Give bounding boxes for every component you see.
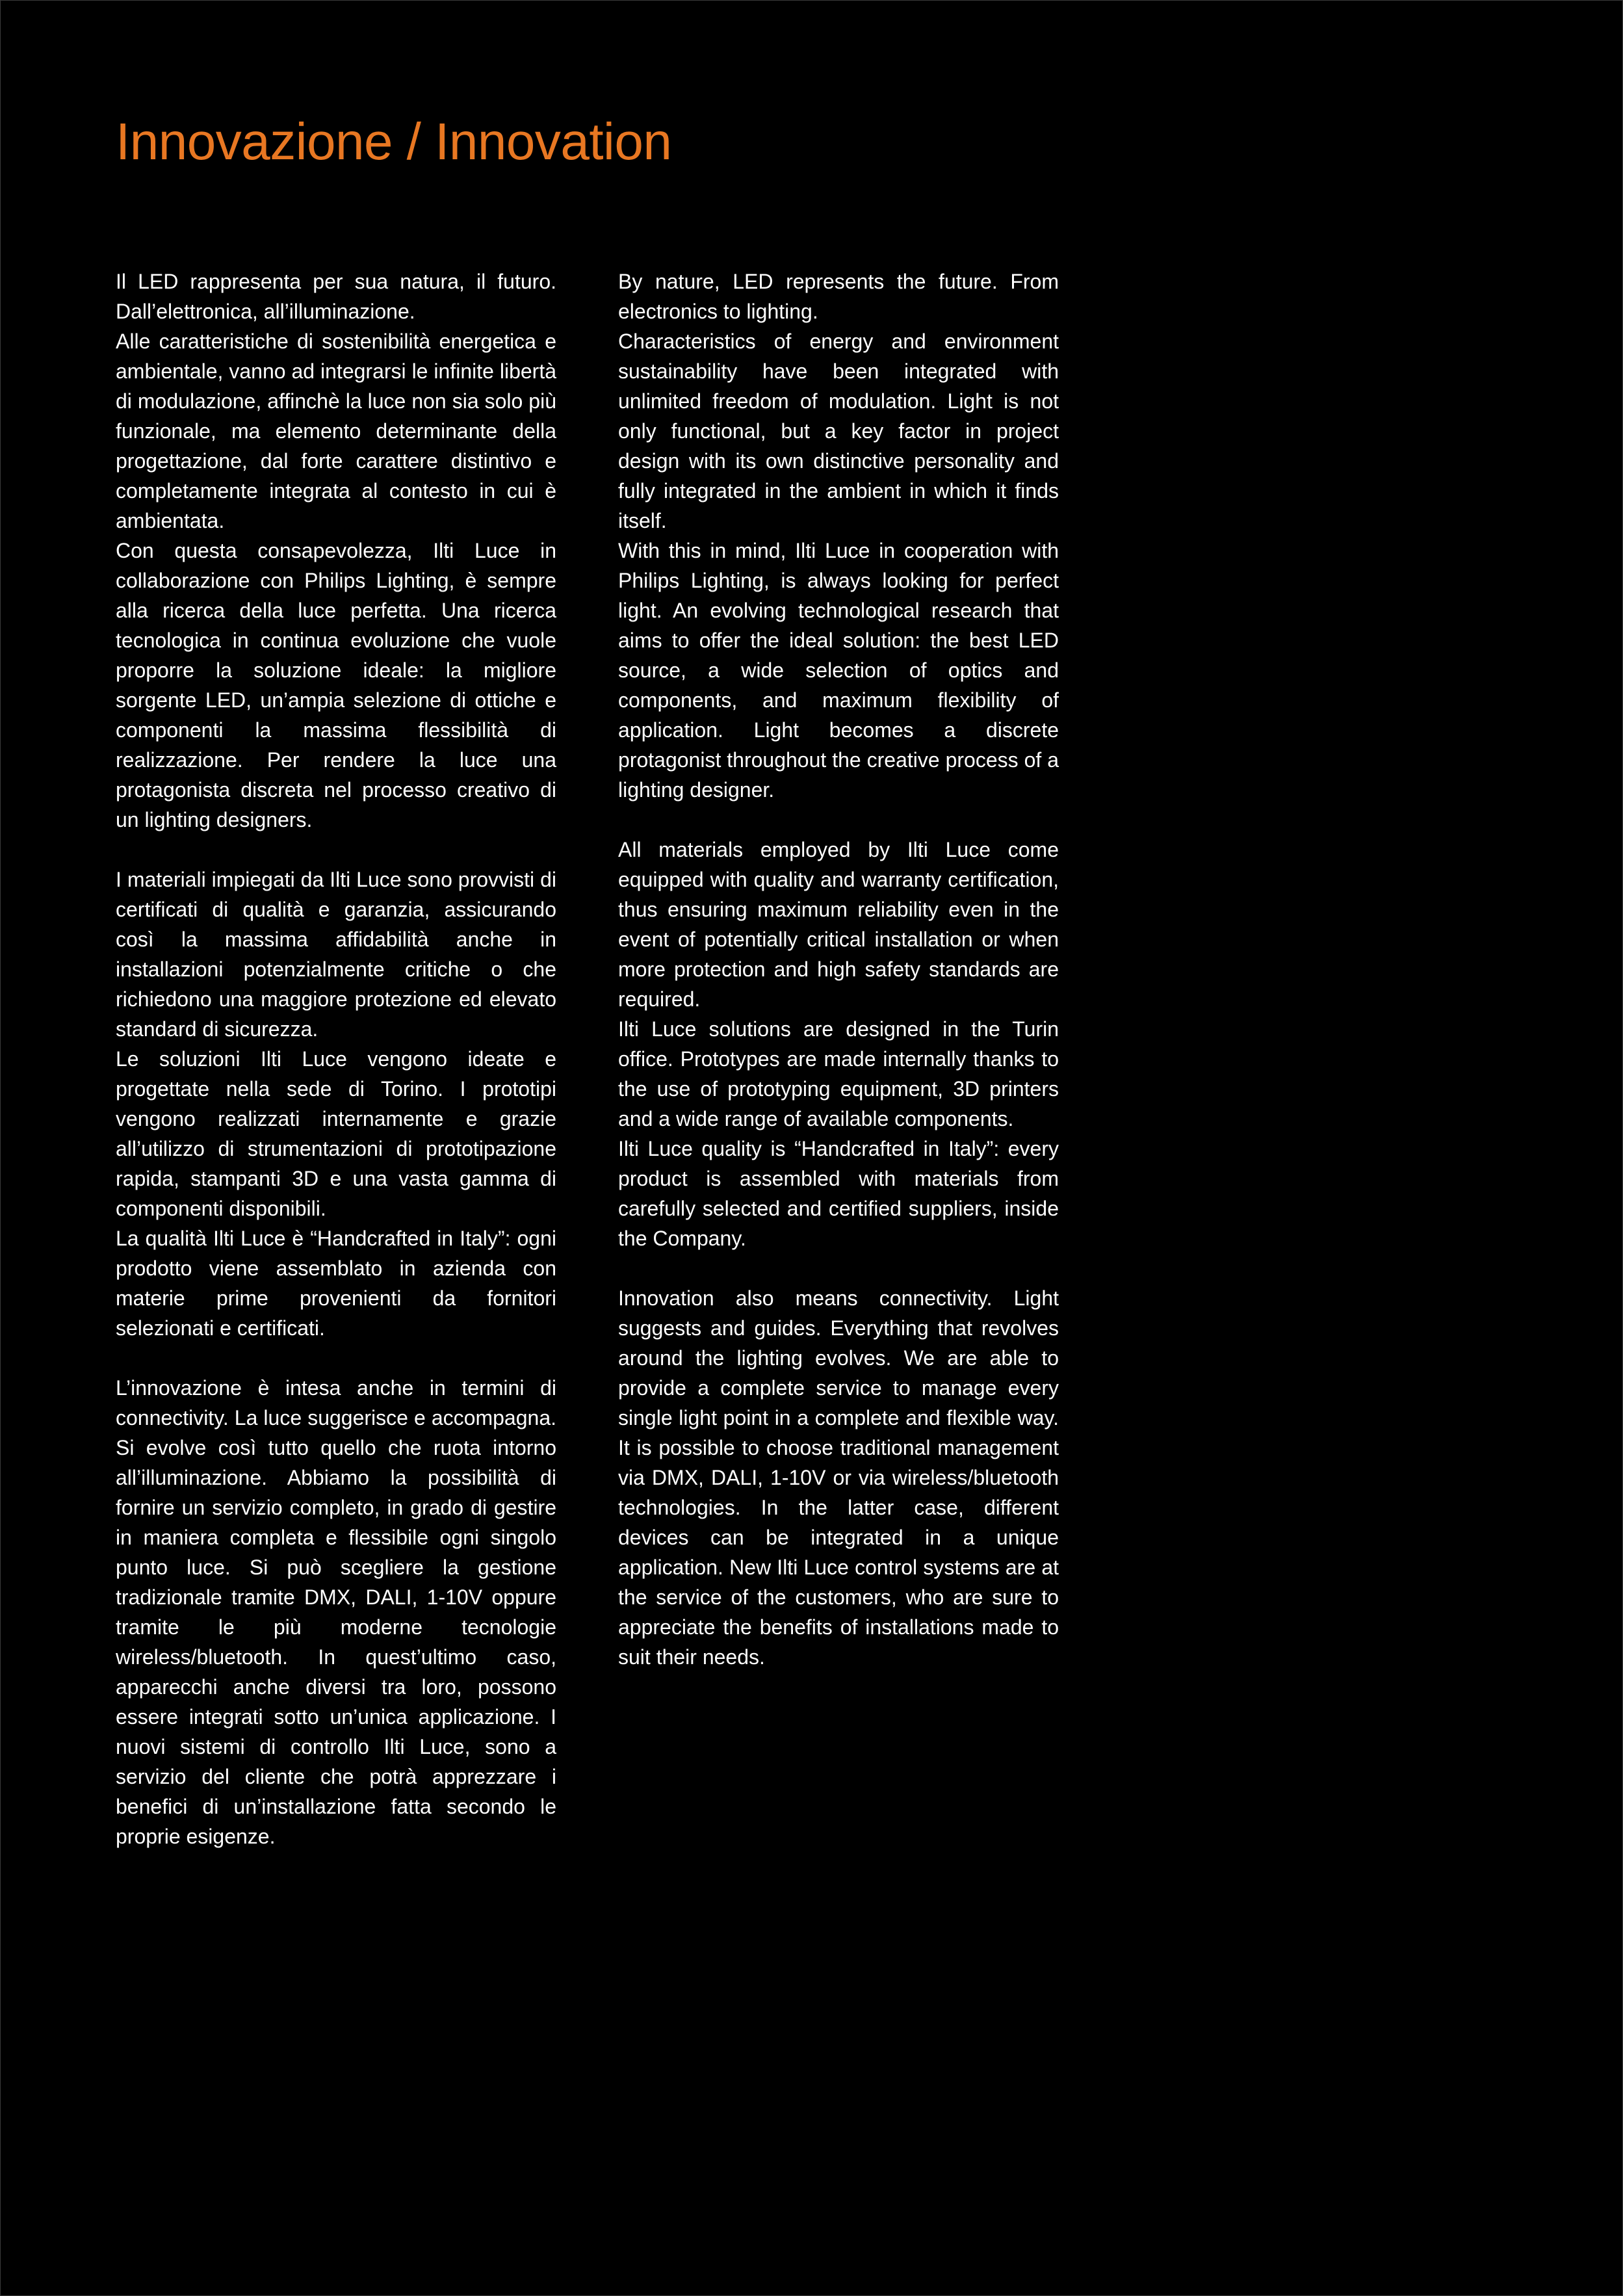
italian-paragraph: I materiali impiegati da Ilti Luce sono provvisti di certificati di qualità e garanzia, assicurando così la massima affidabilità anche in installazioni potenzialmente critiche o che richiedono una maggiore protezione ed elevato standard di sicurezza. (116, 868, 556, 1041)
italian-paragraph: L’innovazione è intesa anche in termini di connectivity. La luce suggerisce e accompagna. Si evolve così tutto quello che ruota intorno all’illuminazione. Abbiamo la possibilità di fornire un servizio completo, in grado di gestire in maniera completa e flessibile ogni singolo punto luce. Si può scegliere la gestione tradizionale tramite DMX, DALI, 1-10V oppure tramite le più moderne tecnologie wireless/bluetooth. In quest’ultimo caso, apparecchi anche diversi tra loro, possono essere integrati sotto un’unica applicazione. I nuovi sistemi di controllo Ilti Luce, sono a servizio del cliente che potrà apprezzare i benefici di un’installazione fatta secondo le proprie esigenze. (116, 1376, 556, 1848)
italian-paragraph: Le soluzioni Ilti Luce vengono ideate e progettate nella sede di Torino. I prototipi vengono realizzati internamente e grazie all’utilizzo di strumentazioni di prototipazione rapida, stampanti 3D e una vasta gamma di componenti disponibili. (116, 1047, 556, 1220)
english-paragraph: Innovation also means connectivity. Light suggests and guides. Everything that revolves around the lighting evolves. We are able to provide a complete service to manage every single light point in a complete and flexible way. It is possible to choose traditional management via DMX, DALI, 1-10V or via wireless/bluetooth technologies. In the latter case, different devices can be integrated in a unique application. New Ilti Luce control systems are at the service of the customers, who are sure to appreciate the benefits of installations made to suit their needs. (618, 1286, 1059, 1669)
italian-text-column (116, 267, 556, 1851)
italian-paragraph: La qualità Ilti Luce è “Handcrafted in Italy”: ogni prodotto viene assemblato in azienda con materie prime provenienti da fornitori selezionati e certificati. (116, 1227, 556, 1340)
italian-paragraph: Con questa consapevolezza, Ilti Luce in collaborazione con Philips Lighting, è sempre alla ricerca della luce perfetta. Una ricerca tecnologica in continua evoluzione che vuole proporre la soluzione ideale: la migliore sorgente LED, un’ampia selezione di ottiche e componenti la massima flessibilità di realizzazione. Per rendere la luce una protagonista discreta nel processo creativo di un lighting designers. (116, 539, 556, 831)
english-paragraph: All materials employed by Ilti Luce come equipped with quality and warranty certification, thus ensuring maximum reliability even in the event of potentially critical installation or when more protection and high safety standards are required. (618, 838, 1059, 1011)
english-paragraph: Ilti Luce solutions are designed in the Turin office. Prototypes are made internally thanks to the use of prototyping equipment, 3D printers and a wide range of available components. (618, 1017, 1059, 1130)
english-paragraph: By nature, LED represents the future. From electronics to lighting. (618, 270, 1059, 323)
english-paragraph: Ilti Luce quality is “Handcrafted in Italy”: every product is assembled with materials from carefully selected and certified suppliers, inside the Company. (618, 1137, 1059, 1250)
italian-paragraph: Il LED rappresenta per sua natura, il futuro. Dall’elettronica, all’illuminazione. (116, 270, 556, 323)
english-paragraph: With this in mind, Ilti Luce in cooperation with Philips Lighting, is always looking for perfect light. An evolving technological research that aims to offer the ideal solution: the best LED source, a wide selection of optics and components, and maximum flexibility of application. Light becomes a discrete protagonist throughout the creative process of a lighting designer. (618, 539, 1059, 802)
italian-paragraph: Alle caratteristiche di sostenibilità energetica e ambientale, vanno ad integrarsi le infinite libertà di modulazione, affinchè la luce non sia solo più funzionale, ma elemento determinante della progettazione, dal forte carattere distintivo e completamente integrata al contesto in cui è ambientata. (116, 330, 556, 532)
english-text-column (618, 267, 1059, 1672)
english-paragraph: Characteristics of energy and environment sustainability have been integrated with unlimited freedom of modulation. Light is not only functional, but a key factor in project design with its own distinctive personality and fully integrated in the ambient in which it finds itself. (618, 330, 1059, 532)
page-title: Innovazione / Innovation (116, 112, 672, 170)
